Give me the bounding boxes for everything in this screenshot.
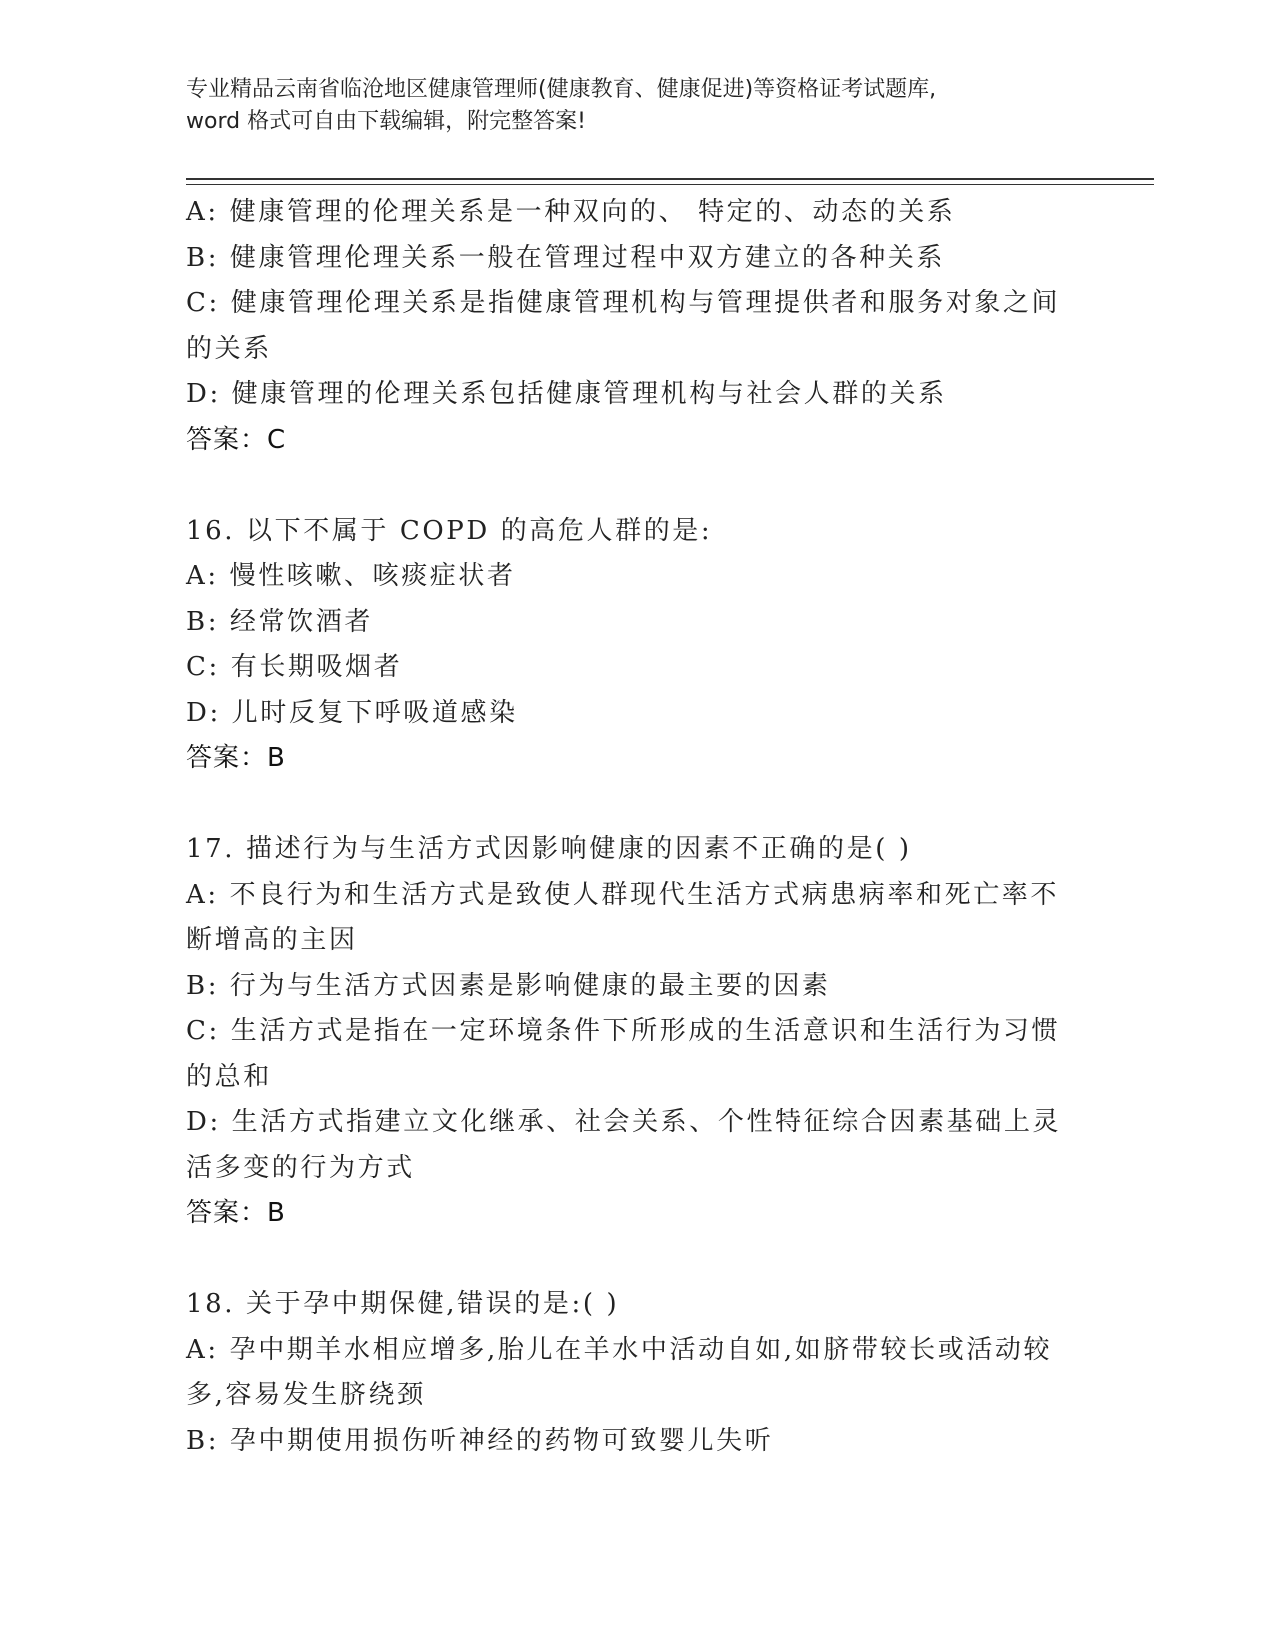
- q15-option-c-line-2: 的关系: [186, 333, 272, 364]
- q16-title: 16. 以下不属于 COPD 的高危人群的是:: [186, 515, 713, 546]
- q17-option-c-line-2: 的总和: [186, 1061, 272, 1092]
- q16-option-c: C: 有长期吸烟者: [186, 652, 403, 682]
- spacer: [186, 1237, 1086, 1283]
- q17-title: 17. 描述行为与生活方式因影响健康的因素不正确的是( ): [186, 834, 912, 864]
- q18-option-a-line-1: A: 孕中期羊水相应增多,胎儿在羊水中活动自如,如脐带较长或活动较: [186, 1334, 1053, 1365]
- q15-answer: 答案：C: [186, 424, 287, 455]
- q17-option-a-line-1: A: 不良行为和生活方式是致使人群现代生活方式病患病率和死亡率不: [186, 879, 1060, 910]
- q17-option-b: B: 行为与生活方式因素是影响健康的最主要的因素: [186, 970, 831, 1001]
- q18-option-b: B: 孕中期使用损伤听神经的药物可致婴儿失听: [186, 1425, 774, 1456]
- q15-option-c-line-1: C: 健康管理伦理关系是指健康管理机构与管理提供者和服务对象之间: [186, 288, 1061, 318]
- q17-option-a-line-2: 断增高的主因: [186, 925, 358, 955]
- spacer: [186, 463, 1086, 509]
- q17-option-d-line-1: D: 生活方式指建立文化继承、社会关系、个性特征综合因素基础上灵: [186, 1107, 1062, 1137]
- question-17-block: [186, 827, 1086, 1237]
- q16-option-a: A: 慢性咳嗽、咳痰症状者: [186, 561, 516, 591]
- q18-title: 18. 关于孕中期保健,错误的是:( ): [186, 1289, 620, 1319]
- header-divider: [186, 178, 1154, 185]
- q16-option-b: B: 经常饮酒者: [186, 606, 373, 637]
- q17-option-d-line-2: 活多变的行为方式: [186, 1152, 415, 1183]
- q15-option-b: B: 健康管理伦理关系一般在管理过程中双方建立的各种关系: [186, 242, 945, 273]
- header-title-line-2: word 格式可自由下载编辑，附完整答案!: [186, 109, 586, 134]
- question-15-block: [186, 190, 1086, 463]
- q16-answer: 答案：B: [186, 743, 286, 773]
- question-16-block: [186, 509, 1086, 782]
- header-title-line-1: 专业精品云南省临沧地区健康管理师(健康教育、健康促进)等资格证考试题库,: [186, 77, 937, 102]
- q15-option-a: A: 健康管理的伦理关系是一种双向的、 特定的、动态的关系: [186, 197, 956, 227]
- spacer: [186, 782, 1086, 828]
- q17-answer: 答案：B: [186, 1198, 286, 1228]
- q16-option-d: D: 儿时反复下呼吸道感染: [186, 697, 518, 728]
- question-18-block: [186, 1282, 1086, 1464]
- q18-option-a-line-2: 多,容易发生脐绕颈: [186, 1380, 426, 1410]
- q17-option-c-line-1: C: 生活方式是指在一定环境条件下所形成的生活意识和生活行为习惯: [186, 1016, 1061, 1046]
- question-list: [186, 190, 1086, 1464]
- q15-option-d: D: 健康管理的伦理关系包括健康管理机构与社会人群的关系: [186, 379, 947, 409]
- document-header: [186, 74, 1086, 138]
